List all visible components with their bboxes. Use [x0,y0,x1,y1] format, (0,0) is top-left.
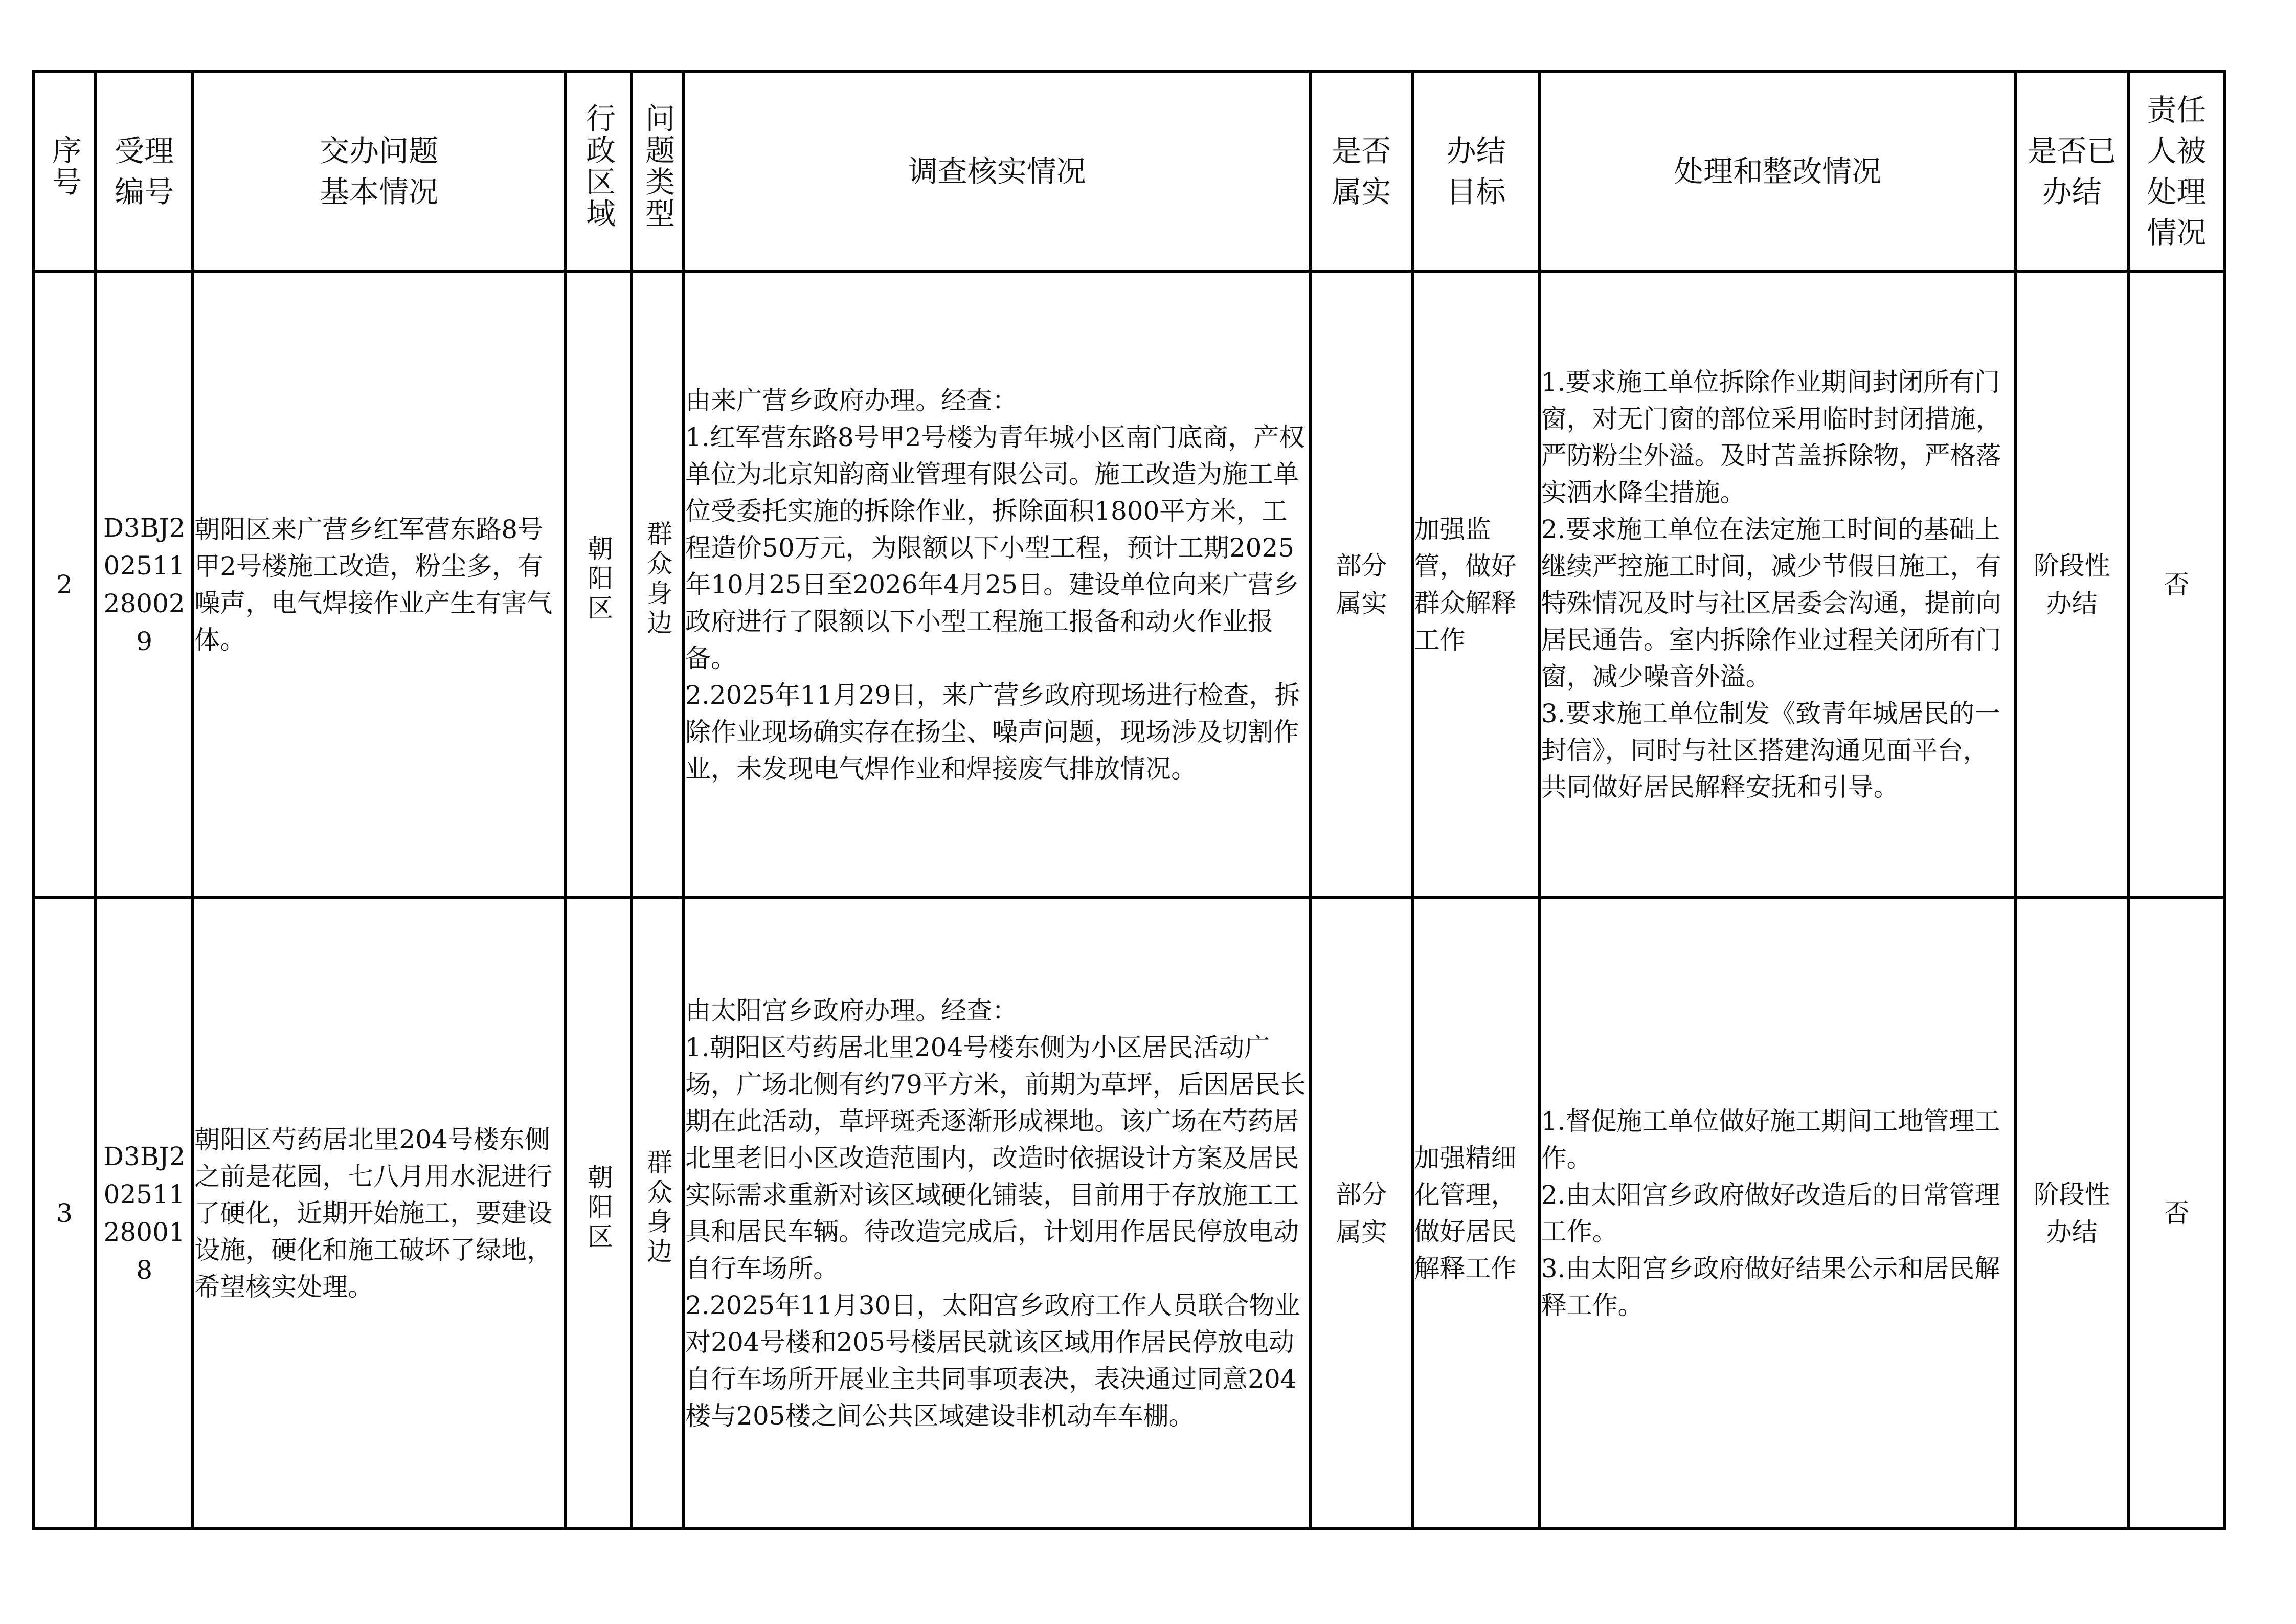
header-investigation: 调查核实情况 [684,71,1310,271]
cell-accountability: 否 [2128,271,2225,898]
cell-closed: 阶段性 办结 [2016,898,2128,1529]
header-type: 问题类型 [632,71,684,271]
cell-seq: 3 [33,898,96,1529]
cell-verified: 部分 属实 [1310,271,1412,898]
header-goal: 办结 目标 [1412,71,1539,271]
cell-seq: 2 [33,271,96,898]
header-verified: 是否 属实 [1310,71,1412,271]
cell-accountability: 否 [2128,898,2225,1529]
cell-type: 群众身边 [632,271,684,898]
cell-investigation: 由来广营乡政府办理。经查： 1.红军营东路8号甲2号楼为青年城小区南门底商，产权单位为北京知韵商业管理有限公司。施工改造为施工单位受委托实施的拆除作业，拆除面积1800平方米，工程造价50万元，为限额以下小型工程，预计工期2025年10月25日至2026年4月25日。建设单位向来广营乡政府进行了限额以下小型工程施工报备和动火作业报备。 2.2025年11月29日，来广营乡政府现场进行检查，拆除作业现场确实存在扬尘、噪声问题，现场涉及切割作业，未发现电气焊作业和焊接废气排放情况。 [684,271,1310,898]
cell-accept-no: D3BJ2 02511 28001 8 [96,898,193,1529]
header-accept-no: 受理编号 [96,71,193,271]
cell-accept-no: D3BJ2 02511 28002 9 [96,271,193,898]
header-seq: 序号 [33,71,96,271]
header-region: 行政区域 [565,71,632,271]
cell-region: 朝阳区 [565,271,632,898]
cell-goal: 加强监管，做好群众解释工作 [1412,271,1539,898]
header-issue: 交办问题 基本情况 [193,71,565,271]
cell-type: 群众身边 [632,898,684,1529]
cell-verified: 部分 属实 [1310,898,1412,1529]
table-row [33,898,2225,1529]
cell-goal: 加强精细化管理，做好居民解释工作 [1412,898,1539,1529]
table-row [33,271,2225,898]
cell-region: 朝阳区 [565,898,632,1529]
header-row [33,71,2225,271]
cell-issue: 朝阳区芍药居北里204号楼东侧之前是花园，七八月用水泥进行了硬化，近期开始施工，要建设设施，硬化和施工破坏了绿地，希望核实处理。 [193,898,565,1529]
cell-investigation: 由太阳宫乡政府办理。经查： 1.朝阳区芍药居北里204号楼东侧为小区居民活动广场，广场北侧有约79平方米，前期为草坪，后因居民长期在此活动，草坪斑秃逐渐形成裸地。该广场在芍药居北里老旧小区改造范围内，改造时依据设计方案及居民实际需求重新对该区域硬化铺装，目前用于存放施工工具和居民车辆。待改造完成后，计划用作居民停放电动自行车场所。 2.2025年11月30日，太阳宫乡政府工作人员联合物业对204号楼和205号楼居民就该区域用作居民停放电动自行车场所开展业主共同事项表决，表决通过同意204楼与205楼之间公共区域建设非机动车车棚。 [684,898,1310,1529]
cell-issue: 朝阳区来广营乡红军营东路8号甲2号楼施工改造，粉尘多，有噪声，电气焊接作业产生有害气体。 [193,271,565,898]
header-closed: 是否已 办结 [2016,71,2128,271]
cell-handling: 1.督促施工单位做好施工期间工地管理工作。 2.由太阳宫乡政府做好改造后的日常管理工作。 3.由太阳宫乡政府做好结果公示和居民解释工作。 [1540,898,2016,1529]
header-accountability: 责任人被处理情况 [2128,71,2225,271]
case-table [32,70,2226,1530]
cell-handling: 1.要求施工单位拆除作业期间封闭所有门窗，对无门窗的部位采用临时封闭措施，严防粉尘外溢。及时苫盖拆除物，严格落实洒水降尘措施。 2.要求施工单位在法定施工时间的基础上继续严控施工时间，减少节假日施工，有特殊情况及时与社区居委会沟通，提前向居民通告。室内拆除作业过程关闭所有门窗，减少噪音外溢。 3.要求施工单位制发《致青年城居民的一封信》，同时与社区搭建沟通见面平台，共同做好居民解释安抚和引导。 [1540,271,2016,898]
header-handling: 处理和整改情况 [1540,71,2016,271]
cell-closed: 阶段性 办结 [2016,271,2128,898]
